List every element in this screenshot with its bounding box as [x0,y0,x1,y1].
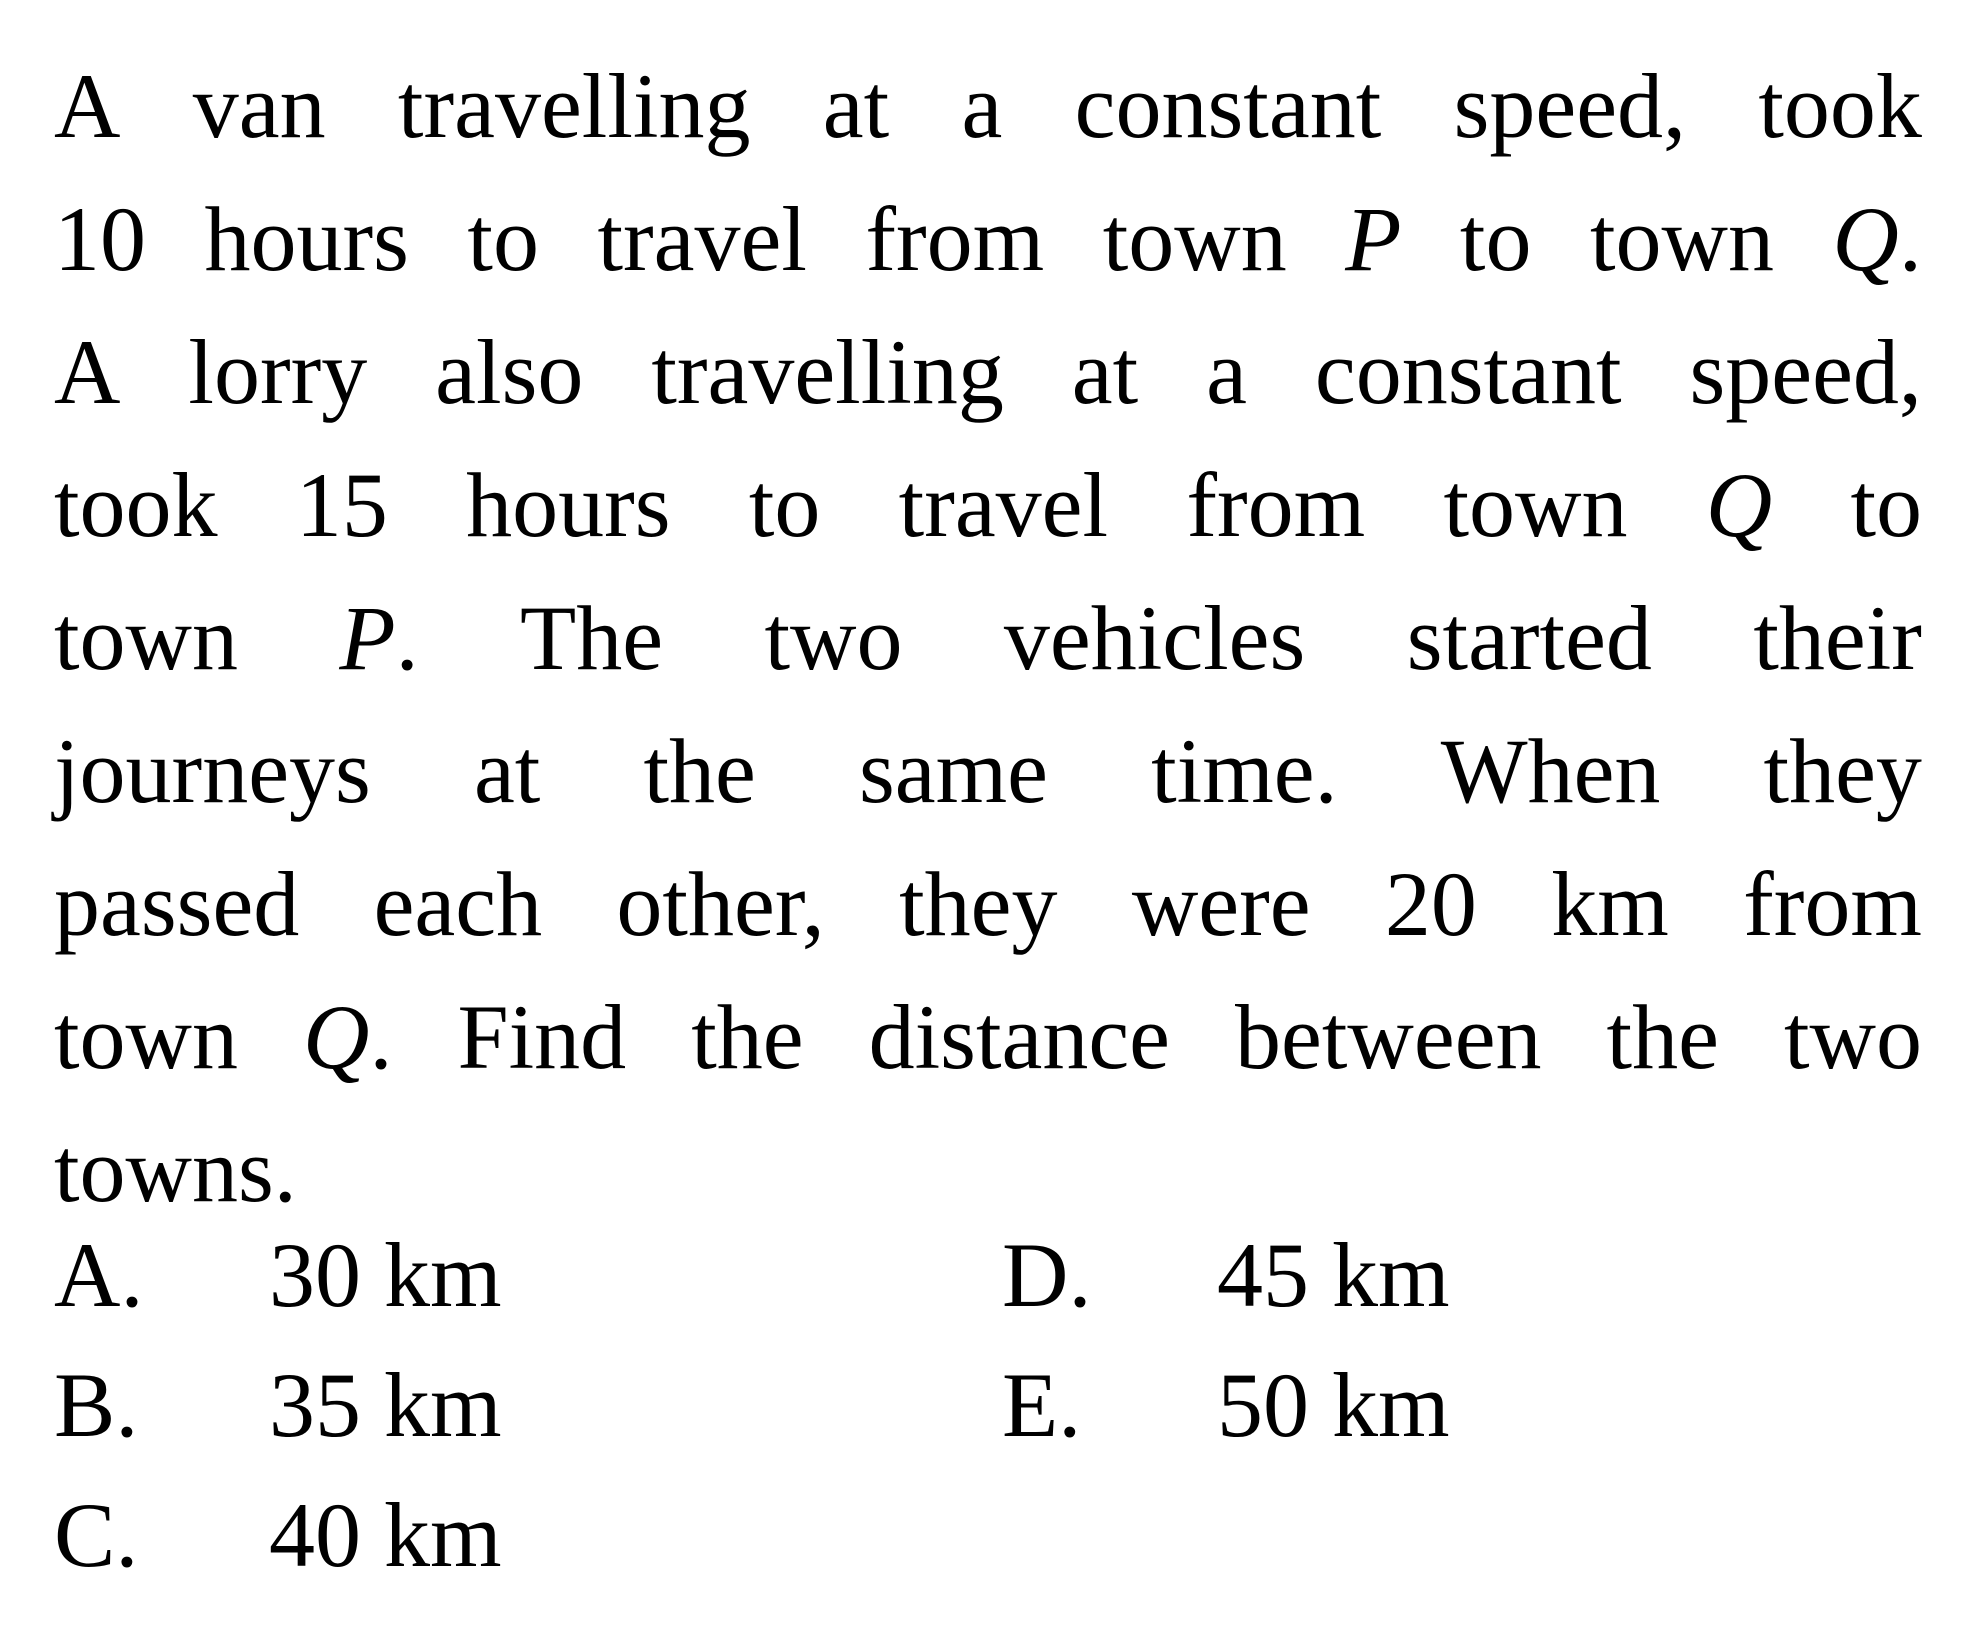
question-word: from [865,188,1045,290]
question-word: the [1606,986,1719,1088]
math-variable: Q [1832,188,1899,290]
question-word: from [1186,454,1366,556]
question-word: the [643,720,756,822]
question-word: town [1102,188,1287,290]
question-word: time. [1151,720,1338,822]
question-word: to [1459,188,1532,290]
question-word: km [1551,853,1669,955]
option-letter: C. [54,1484,139,1586]
question-word: same [858,720,1049,822]
question-line [54,306,1922,439]
option-value: 50 km [1217,1354,1450,1456]
option-letter: B. [54,1354,139,1456]
option-value: 40 km [269,1484,502,1586]
option-e[interactable] [1002,1340,1450,1470]
question-line [54,705,1922,838]
question-word: 15 [295,454,388,556]
question-line [54,439,1922,572]
question-word: took [54,454,218,556]
question-word: travel [597,188,807,290]
question-line [54,173,1922,306]
question-word: from [1743,853,1922,955]
question-word: at [473,720,541,822]
question-word: Find [457,986,627,1088]
option-c[interactable] [54,1470,502,1600]
question-word: lorry [188,321,368,423]
question-word: to [467,188,539,290]
question-word: distance [868,986,1171,1088]
question-word: hours [466,454,671,556]
question-word: were [1131,853,1311,955]
question-line [54,40,1922,173]
question-word [1706,439,1772,572]
question-line [54,971,1922,1104]
option-letter: D. [1002,1224,1092,1326]
question-word: town [54,587,238,689]
question-word: hours [204,188,409,290]
question-word: A [54,321,121,423]
question-word: also [435,321,584,423]
option-b[interactable] [54,1340,502,1470]
question-word: started [1406,587,1652,689]
question-word: van [192,55,326,157]
math-variable: P [1345,188,1402,290]
question-word: to [1850,454,1922,556]
question-text [54,40,1922,1237]
question-line [54,838,1922,971]
option-a[interactable] [54,1210,502,1340]
question-word [1345,173,1401,306]
question-word: between [1235,986,1542,1088]
question-word: travelling [397,55,751,157]
option-letter: A. [54,1224,144,1326]
question-word: P. [339,587,419,689]
question-word: vehicles [1003,587,1306,689]
option-row [54,1470,1922,1600]
answer-options [54,1210,1922,1600]
question-word: The [520,587,664,689]
question-word: a [961,55,1003,157]
question-word: speed, [1689,321,1922,423]
question-word: to [748,454,821,556]
option-letter: E. [1002,1354,1082,1456]
question-word: 10 [54,188,146,290]
question-word: Q. [303,986,393,1088]
question-word: journeys [54,720,371,822]
question-word: at [1071,321,1139,423]
question-word: towns. [54,1119,297,1221]
option-row [54,1210,1922,1340]
math-variable: P [339,587,396,689]
question-word: travel [898,454,1109,556]
option-row [54,1340,1922,1470]
question-word: When [1440,720,1661,822]
option-d[interactable] [1002,1210,1450,1340]
question-word: speed, [1453,55,1687,157]
math-variable: Q [303,986,370,1088]
option-value: 45 km [1217,1224,1450,1326]
question-word: Q. [1832,188,1922,290]
question-word: they [899,853,1058,955]
question-word: their [1753,587,1922,689]
question-word: two [764,587,903,689]
question-word: constant [1314,321,1622,423]
option-value: 35 km [269,1354,502,1456]
question-word: a [1206,321,1247,423]
question-word: each [373,853,543,955]
question-word: at [822,55,890,157]
question-word: they [1763,720,1922,822]
question-word: constant [1074,55,1382,157]
question-word: the [691,986,804,1088]
question-word: other, [616,853,825,955]
question-word: passed [54,853,300,955]
question-word: town [54,986,238,1088]
math-variable: Q [1705,454,1773,556]
question-word: travelling [651,321,1004,423]
question-word: took [1758,55,1922,157]
question-word: two [1783,986,1922,1088]
question-word: A [54,55,121,157]
question-word: 20 [1384,853,1477,955]
question-line [54,572,1922,705]
option-value: 30 km [269,1224,502,1326]
question-word: town [1589,188,1774,290]
question-word: town [1443,454,1628,556]
